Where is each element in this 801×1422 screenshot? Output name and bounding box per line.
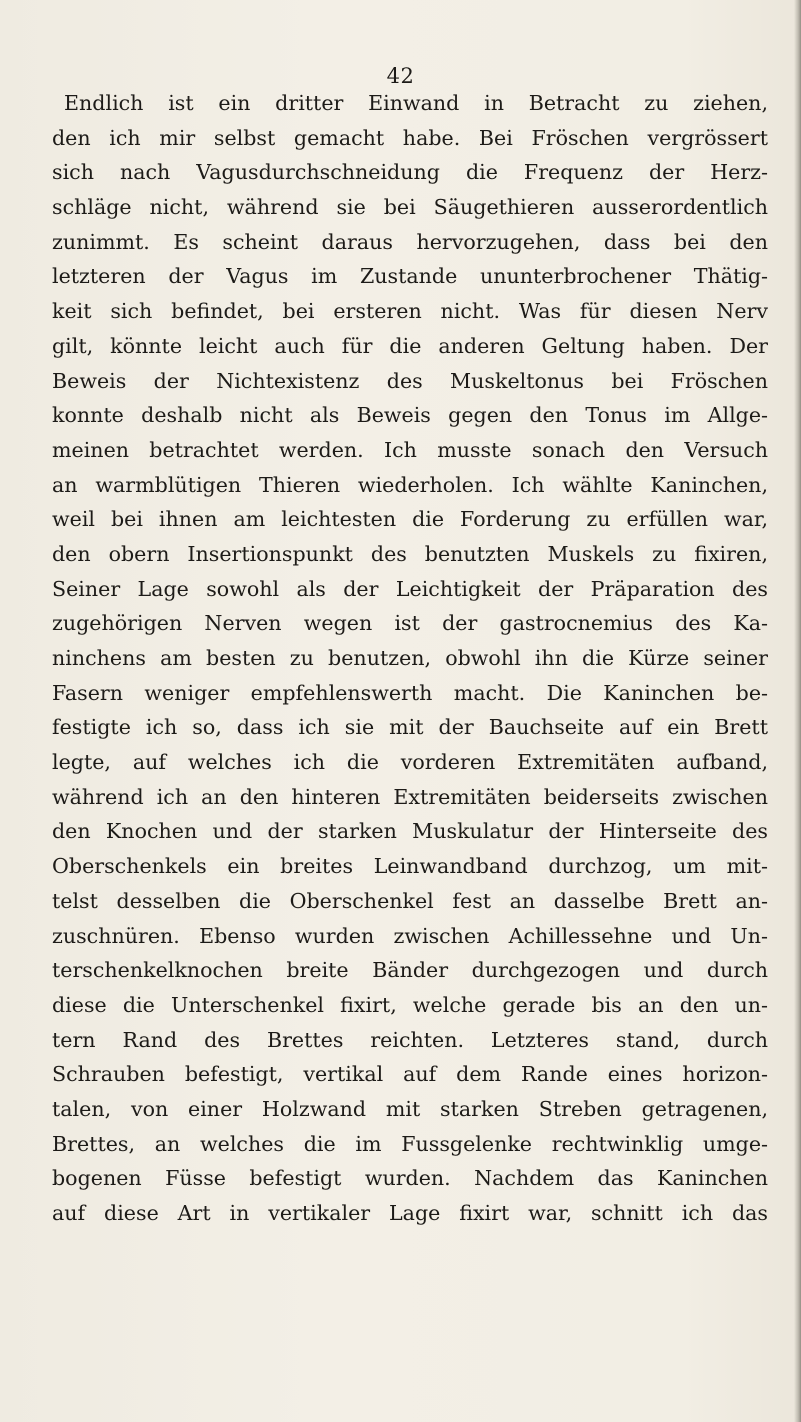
text-line: legte, auf welches ich die vorderen Extremitäten aufband, [52,750,768,775]
text-line: meinen betrachtet werden. Ich musste sonach den Versuch [52,437,768,462]
text-line: an warmblütigen Thieren wiederholen. Ich wählte Kaninchen, [52,472,768,497]
text-line: Endlich ist ein dritter Einwand in Betracht zu ziehen, [64,91,768,115]
text-line: Fasern weniger empfehlenswerth macht. Die Kaninchen be- [52,680,768,705]
body-text [52,86,768,1231]
text-line: Seiner Lage sowohl als der Leichtigkeit der Präparation des [52,576,768,601]
page-number: 42 [386,64,415,88]
text-line: während ich an den hinteren Extremitäten beiderseits zwischen [52,784,768,809]
text-line: zuschnüren. Ebenso wurden zwischen Achillessehne und Un- [52,923,768,948]
text-line: den Knochen und der starken Muskulatur der Hinterseite des [52,819,768,844]
text-line: festigte ich so, dass ich sie mit der Bauchseite auf ein Brett [52,715,768,740]
text-line: zunimmt. Es scheint daraus hervorzugehen, dass bei den [52,229,768,254]
text-line: den obern Insertionspunkt des benutzten Muskels zu fixiren, [52,541,768,566]
text-line: bogenen Füsse befestigt wurden. Nachdem das Kaninchen [52,1166,768,1191]
text-line: Brettes, an welches die im Fussgelenke rechtwinklig umge- [52,1131,768,1156]
text-line: tern Rand des Brettes reichten. Letzteres stand, durch [52,1027,768,1052]
text-line: konnte deshalb nicht als Beweis gegen den Tonus im Allge- [52,403,768,428]
text-line: Oberschenkels ein breites Leinwandband durchzog, um mit- [52,854,768,879]
text-line: talen, von einer Holzwand mit starken Streben getragenen, [52,1096,768,1121]
text-line: Beweis der Nichtexistenz des Muskeltonus bei Fröschen [52,368,768,393]
page-edge-shadow [794,0,801,1422]
text-line: Schrauben befestigt, vertikal auf dem Rande eines horizon- [52,1062,768,1087]
text-line: diese die Unterschenkel fixirt, welche gerade bis an den un- [52,992,768,1017]
text-line: schläge nicht, während sie bei Säugethieren ausserordentlich [52,195,768,220]
text-line: telst desselben die Oberschenkel fest an dasselbe Brett an- [52,888,768,913]
text-line: letzteren der Vagus im Zustande ununterbrochener Thätig- [52,264,768,289]
text-line: zugehörigen Nerven wegen ist der gastrocnemius des Ka- [52,611,768,636]
text-line: gilt, könnte leicht auch für die anderen Geltung haben. Der [52,333,768,358]
text-line: keit sich befindet, bei ersteren nicht. Was für diesen Nerv [52,299,768,324]
text-line: weil bei ihnen am leichtesten die Forderung zu erfüllen war, [52,507,768,532]
text-line: ninchens am besten zu benutzen, obwohl ihn die Kürze seiner [52,646,768,670]
text-line: sich nach Vagusdurchschneidung die Frequenz der Herz- [52,160,768,185]
text-line: den ich mir selbst gemacht habe. Bei Fröschen vergrössert [52,125,768,150]
text-line: terschenkelknochen breite Bänder durchgezogen und durch [52,958,768,983]
text-line: auf diese Art in vertikaler Lage fixirt war, schnitt ich das [52,1201,768,1225]
